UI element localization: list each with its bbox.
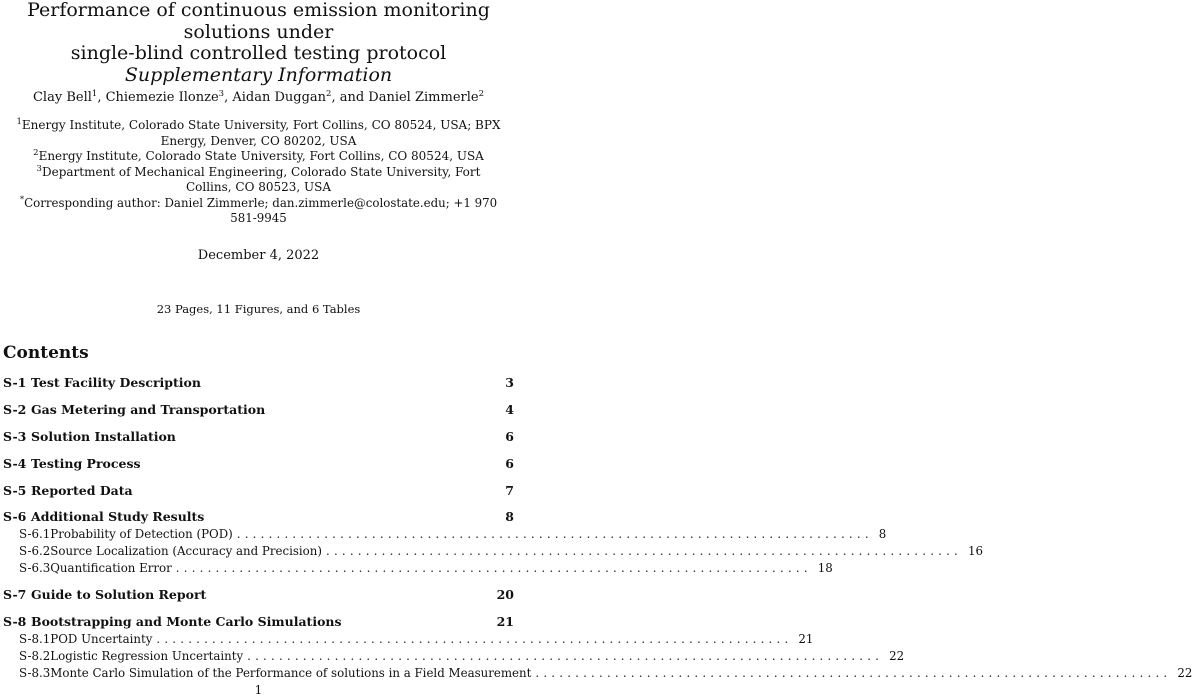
toc-entry-title: Gas Metering and Transportation [31, 402, 266, 417]
toc-entry-number: S-8.1 [19, 632, 51, 646]
toc-entry-page: 7 [505, 483, 514, 498]
author-separator: , [224, 90, 233, 105]
toc-entry-title: Guide to Solution Report [31, 587, 207, 602]
toc-entry-title: Monte Carlo Simulation of the Performance of solutions in a Field Measurement [50, 666, 532, 680]
toc-entry-page: 18 [817, 561, 833, 575]
affiliation [0, 149, 517, 165]
subtitle: Supplementary Information [124, 63, 393, 86]
toc-entry-page: 22 [1177, 666, 1192, 680]
toc-entry-number: S-2 [3, 402, 27, 417]
author-name: Aidan Duggan [232, 90, 327, 105]
affiliation-text: Energy Institute, Colorado State University, Fort Collins, CO 80524, USA; BPX Energy, Denver, CO 80202, USA [21, 118, 501, 148]
toc-section-entry[interactable] [3, 429, 514, 444]
toc-entry-number: S-8.2 [19, 649, 51, 663]
affiliation [0, 118, 517, 149]
author-name: Chiemezie Ilonze [105, 90, 219, 105]
author-separator: , [97, 90, 106, 105]
toc-entry-number: S-4 [3, 456, 27, 471]
toc-entry-number: S-6.2 [19, 544, 51, 558]
toc-subsection-entry[interactable] [3, 632, 814, 646]
toc-section-entry[interactable] [3, 456, 514, 471]
toc-leader-dots: ................................................................................ [175, 561, 812, 575]
toc-section-entry[interactable] [3, 509, 514, 524]
affiliation-sup: 3 [36, 163, 42, 174]
author-affil-sup: 1 [91, 89, 98, 99]
toc-subsection-entry[interactable] [3, 649, 905, 663]
toc-leader-dots: ................................................................................ [535, 666, 1172, 680]
toc-entry-title: Testing Process [31, 456, 141, 471]
affiliation [0, 165, 517, 196]
toc-entry-title: Additional Study Results [31, 509, 205, 524]
toc-entry-title: Bootstrapping and Monte Carlo Simulations [31, 614, 342, 629]
affiliation-text: Energy Institute, Colorado State University, Fort Collins, CO 80524, USA [38, 149, 484, 163]
toc-leader-dots: ................................................................................ [247, 649, 884, 663]
toc-section-entry[interactable] [3, 483, 514, 498]
title-line-2: single-blind controlled testing protocol [70, 42, 447, 64]
toc-entry-page: 8 [878, 527, 887, 541]
author-affil-sup: 3 [218, 89, 225, 99]
author-separator: , and [331, 90, 369, 105]
contents-heading: Contents [3, 343, 89, 363]
toc-section-entry[interactable] [3, 402, 514, 417]
affiliation-text: Department of Mechanical Engineering, Colorado State University, Fort Collins, CO 80523, USA [41, 164, 481, 194]
author-affil-sup: 2 [478, 89, 484, 99]
toc-section-entry[interactable] [3, 375, 514, 390]
affiliations [0, 118, 517, 227]
toc-entry-number: S-6 [3, 509, 27, 524]
page-count-info: 23 Pages, 11 Figures, and 6 Tables [156, 302, 361, 316]
toc-entry-page: 21 [496, 614, 514, 629]
title-block [0, 0, 517, 86]
page-number: 1 [254, 683, 263, 697]
author-name: Daniel Zimmerle [368, 90, 479, 105]
toc-subsection-entry[interactable] [3, 544, 984, 558]
toc-entry-page: 6 [505, 429, 514, 444]
toc-entry-page: 8 [505, 509, 514, 524]
toc-entry-number: S-6.3 [19, 561, 51, 575]
publication-date: December 4, 2022 [197, 248, 320, 263]
toc-subsection-entry[interactable] [3, 561, 833, 575]
toc-entry-page: 4 [505, 402, 514, 417]
corresponding-author [0, 196, 517, 227]
toc-leader-dots: ................................................................................ [156, 632, 793, 646]
toc-entry-page: 22 [889, 649, 905, 663]
toc-entry-title: Probability of Detection (POD) [50, 527, 233, 541]
affiliation-sup: * [19, 194, 25, 205]
toc-subsection-entry[interactable] [3, 666, 1192, 680]
toc-leader-dots: ................................................................................ [326, 544, 962, 558]
author-list [0, 90, 517, 105]
author-affil-sup: 2 [326, 89, 332, 99]
toc-entry-number: S-7 [3, 587, 27, 602]
toc-entry-title: Logistic Regression Uncertainty [50, 649, 244, 663]
toc-section-entry[interactable] [3, 587, 514, 602]
affiliation-sup: 2 [33, 148, 39, 158]
toc-entry-number: S-5 [3, 483, 27, 498]
toc-section-entry[interactable] [3, 614, 514, 629]
toc-entry-title: Reported Data [31, 483, 133, 498]
toc-entry-number: S-3 [3, 429, 27, 444]
title-line-1: Performance of continuous emission monitoring solutions under [27, 0, 490, 43]
author-name: Clay Bell [32, 90, 92, 105]
toc-entry-page: 16 [968, 544, 984, 558]
toc-entry-title: Source Localization (Accuracy and Precision) [50, 544, 322, 558]
toc-entry-page: 6 [505, 456, 514, 471]
toc-entry-title: POD Uncertainty [50, 632, 153, 646]
toc-subsection-entry[interactable] [3, 527, 887, 541]
toc-entry-page: 3 [505, 375, 514, 390]
toc-entry-number: S-8.3 [19, 666, 51, 680]
toc-entry-title: Solution Installation [31, 429, 176, 444]
toc-entry-page: 21 [798, 632, 814, 646]
toc-entry-title: Test Facility Description [31, 375, 201, 390]
toc-entry-title: Quantification Error [50, 561, 172, 575]
affiliation-text: Corresponding author: Daniel Zimmerle; dan.zimmerle@colostate.edu; +1 970 581-9945 [24, 195, 498, 225]
toc-entry-number: S-1 [3, 375, 27, 390]
toc-entry-number: S-6.1 [19, 527, 51, 541]
toc-entry-page: 20 [496, 587, 514, 602]
affiliation-sup: 1 [16, 117, 22, 127]
toc-leader-dots: ................................................................................ [236, 527, 873, 541]
toc-entry-number: S-8 [3, 614, 27, 629]
